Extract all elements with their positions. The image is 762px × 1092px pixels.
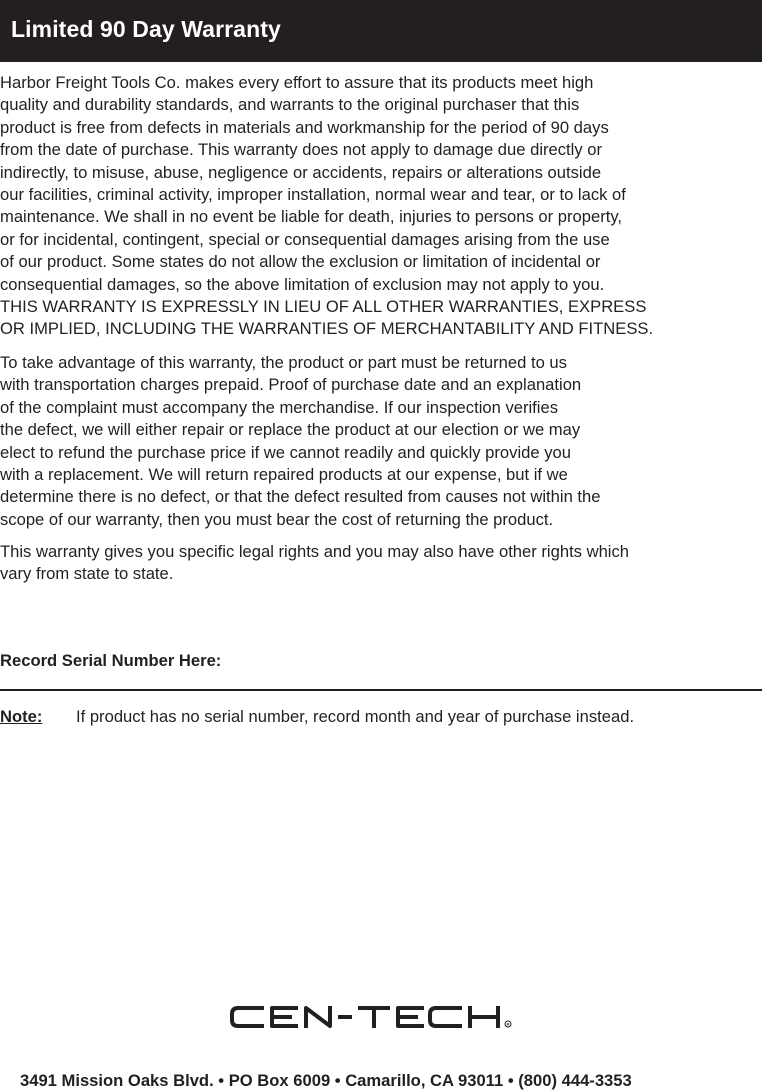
cen-tech-logo bbox=[228, 1002, 538, 1032]
paragraph-line: To take advantage of this warranty, the product or part must be returned to us bbox=[0, 353, 567, 372]
paragraph-line: vary from state to state. bbox=[0, 564, 174, 584]
warranty-paragraph-terms bbox=[0, 72, 653, 341]
paragraph-line: indirectly, to misuse, abuse, negligence or accidents, repairs or alterations outside bbox=[0, 162, 602, 182]
paragraph-line: with transportation charges prepaid. Proof of purchase date and an explanation bbox=[0, 375, 582, 395]
note-text: If product has no serial number, record month and year of purchase instead. bbox=[76, 707, 635, 726]
warranty-paragraph-rights bbox=[0, 541, 629, 586]
note-label: Note: bbox=[0, 707, 43, 726]
paragraph-line: OR IMPLIED, INCLUDING THE WARRANTIES OF MERCHANTABILITY AND FITNESS. bbox=[0, 319, 654, 339]
page-title: Limited 90 Day Warranty bbox=[11, 16, 281, 42]
paragraph-line: scope of our warranty, then you must bear the cost of returning the product. bbox=[0, 509, 554, 529]
paragraph-line: elect to refund the purchase price if we cannot readily and quickly provide you bbox=[0, 442, 571, 462]
paragraph-line: determine there is no defect, or that the defect resulted from causes not within the bbox=[0, 487, 601, 507]
warranty-header-bar bbox=[0, 0, 762, 62]
paragraph-line: or for incidental, contingent, special or consequential damages arising from the use bbox=[0, 229, 610, 249]
paragraph-line: THIS WARRANTY IS EXPRESSLY IN LIEU OF ALL OTHER WARRANTIES, EXPRESS bbox=[0, 297, 647, 317]
paragraph-line: of our product. Some states do not allow the exclusion or limitation of incidental or bbox=[0, 252, 601, 272]
svg-text:R: R bbox=[506, 1021, 510, 1027]
paragraph-line: This warranty gives you specific legal rights and you may also have other rights which bbox=[0, 542, 630, 561]
paragraph-line: from the date of purchase. This warranty does not apply to damage due directly or bbox=[0, 140, 603, 160]
paragraph-line: maintenance. We shall in no event be liable for death, injuries to persons or property, bbox=[0, 207, 623, 227]
paragraph-line: of the complaint must accompany the merchandise. If our inspection verifies bbox=[0, 397, 559, 417]
paragraph-line: our facilities, criminal activity, improper installation, normal wear and tear, or to lack of bbox=[0, 185, 626, 205]
warranty-paragraph-claims bbox=[0, 352, 600, 531]
paragraph-line: consequential damages, so the above limitation of exclusion may not apply to you. bbox=[0, 274, 605, 294]
paragraph-line: with a replacement. We will return repaired products at our expense, but if we bbox=[0, 465, 568, 485]
footer-address: 3491 Mission Oaks Blvd. • PO Box 6009 • Camarillo, CA 93011 • (800) 444-3353 bbox=[20, 1071, 632, 1090]
serial-number-line bbox=[0, 689, 762, 691]
paragraph-line: quality and durability standards, and warrants to the original purchaser that this bbox=[0, 95, 580, 115]
paragraph-line: Harbor Freight Tools Co. makes every effort to assure that its products meet high bbox=[0, 73, 594, 92]
paragraph-line: the defect, we will either repair or replace the product at our election or we may bbox=[0, 420, 581, 440]
serial-number-label: Record Serial Number Here: bbox=[0, 651, 222, 670]
paragraph-line: product is free from defects in materials and workmanship for the period of 90 days bbox=[0, 117, 609, 137]
